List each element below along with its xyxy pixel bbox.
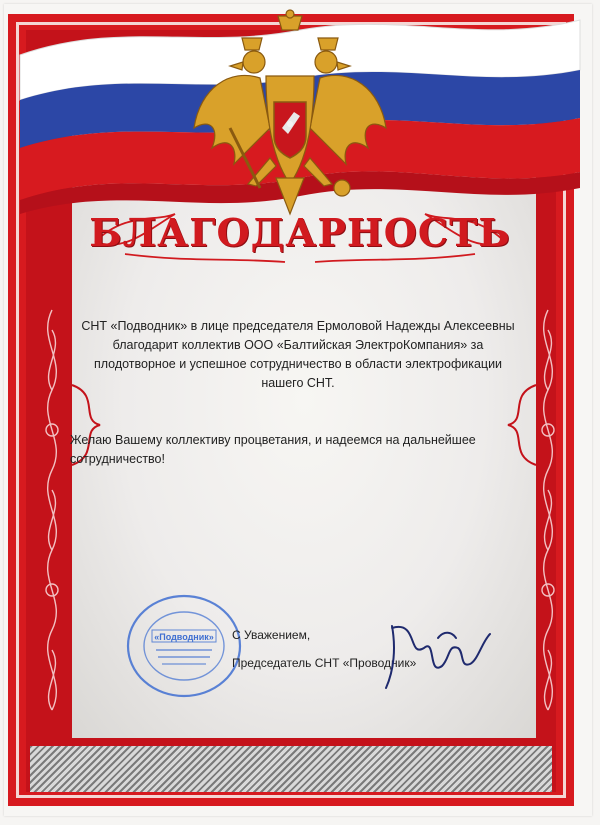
stamp-label: «Подводник»	[154, 632, 214, 642]
double-headed-eagle-icon	[190, 8, 390, 218]
handwritten-signature-icon	[378, 608, 496, 694]
regards-text: С Уважением,	[232, 628, 311, 642]
certificate-title: БЛАГОДАРНОСТЬ	[89, 210, 511, 255]
gratitude-paragraph: СНТ «Подводник» в лице председателя Ермоловой Надежды Алексеевны благодарит коллектив ООО «Балтийская ЭлектроКомпания» за плодотворное и успешное сотрудничество в области электрофикации нашего СНТ.	[81, 319, 515, 390]
left-ornament-icon	[32, 300, 72, 720]
round-stamp-icon	[122, 590, 248, 702]
bottom-guilloche-band	[30, 744, 552, 792]
wishes-paragraph: Желаю Вашему коллективу процветания, и надеемся на дальнейшее сотрудничество!	[70, 433, 476, 466]
chairman-title: Председатель СНТ «Проводник»	[232, 656, 417, 670]
